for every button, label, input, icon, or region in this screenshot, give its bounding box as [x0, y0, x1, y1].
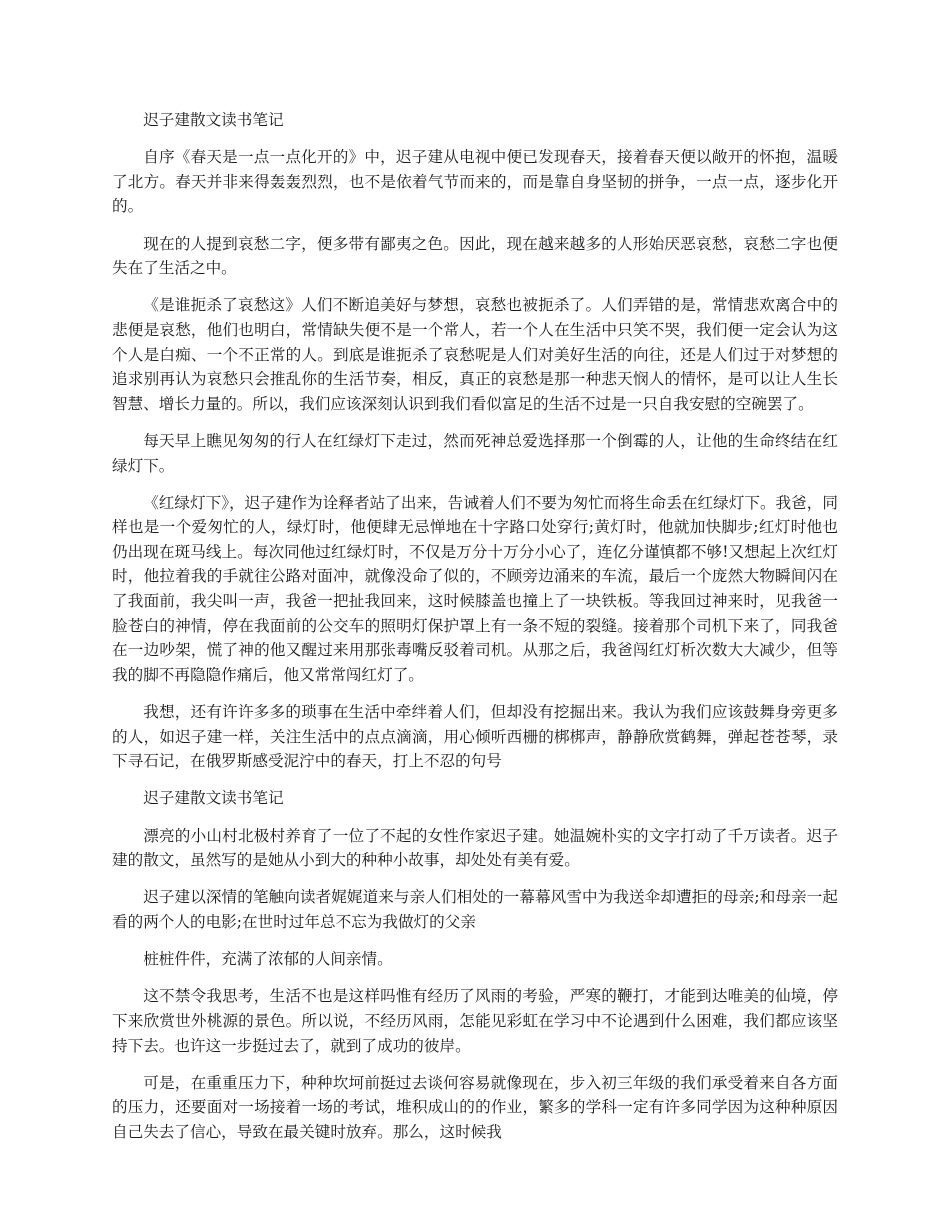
paragraph: 《是谁扼杀了哀愁这》人们不断追美好与梦想，哀愁也被扼杀了。人们弄错的是，常情悲欢离合中的悲便是哀愁，他们也明白，常情缺失便不是一个常人，若一个人在生活中只笑不哭，我们便一定会认为这个人是白痴、一个不正常的人。到底是谁扼杀了哀愁呢是人们对美好生活的向往，还是人们过于对梦想的追求别再认为哀愁只会推乱你的生活节奏，相反，真正的哀愁是那一种悲天悯人的情怀，是可以让人生长智慧、增长力量的。所以，我们应该深刻认识到我们看似富足的生活不过是一只自我安慰的空碗罢了。: [112, 296, 838, 413]
paragraph: 每天早上瞧见匆匆的行人在红绿灯下走过，然而死神总爱选择那一个倒霉的人，让他的生命终结在红绿灯下。: [112, 431, 838, 475]
paragraph: 自序《春天是一点一点化开的》中，迟子建从电视中便已发现春天，接着春天便以敞开的怀抱，温暖了北方。春天并非来得轰轰烈烈，也不是依着气节而来的，而是靠自身坚韧的拼争，一点一点，逐步化开的。: [112, 148, 838, 216]
paragraph: 我想，还有许许多多的琐事在生活中牵绊着人们，但却没有挖掘出来。我认为我们应该鼓舞身旁更多的人，如迟子建一样，关注生活中的点点滴滴，用心倾听西栅的梆梆声，静静欣赏鹤舞，弹起苍苍琴，录下寻石记，在俄罗斯感受泥泞中的春天，打上不忍的句号: [112, 703, 838, 771]
paragraph: 漂亮的小山村北极村养育了一位了不起的女性作家迟子建。她温婉朴实的文字打动了千万读者。迟子建的散文，虽然写的是她从小到大的种种小故事，却处处有美有爱。: [112, 826, 838, 870]
paragraph: 《红绿灯下》，迟子建作为诠释者站了出来，告诫着人们不要为匆忙而将生命丢在红绿灯下。我爸，同样也是一个爱匆忙的人，绿灯时，他便肆无忌惮地在十字路口处穿行;黄灯时，他就加快脚步;红灯时他也仍出现在斑马线上。每次同他过红绿灯时，不仅是万分十万分小心了，连亿分谨慎都不够!又想起上次红灯时，他拉着我的手就往公路对面冲，就像没命了似的，不顾旁边涌来的车流，最后一个庞然大物瞬间闪在了我面前，我尖叫一声，我爸一把扯我回来，这时候膝盖也撞上了一块铁板。等我回过神来时，见我爸一脸苍白的神情，停在我面前的公交车的照明灯保护罩上有一条不短的裂缝。接着那个司机下来了，同我爸在一边吵架，慌了神的他又醒过来用那张毒嘴反驳着司机。从那之后，我爸闯红灯析次数大大减少，但等我的脚不再隐隐作痛后，他又常常闯红灯了。: [112, 493, 838, 684]
section-title: 迟子建散文读书笔记: [143, 789, 284, 808]
section-title: 迟子建散文读书笔记: [143, 111, 284, 129]
paragraph: 桩桩件件，充满了浓郁的人间亲情。: [143, 950, 393, 969]
document-page: [112, 108, 838, 1157]
paragraph: 可是，在重重压力下，种种坎坷前挺过去谈何容易就像现在，步入初三年级的我们承受着来自各方面的压力，还要面对一场接着一场的考试，堆积成山的的作业，繁多的学科一定有许多同学因为这种种原因自己失去了信心，导致在最关键时放弃。那么，这时候我: [112, 1073, 838, 1141]
paragraph: 这不禁令我思考，生活不也是这样吗惟有经历了风雨的考验，严寒的鞭打，才能到达唯美的仙境，停下来欣赏世外桃源的景色。所以说，不经历风雨，怎能见彩虹在学习中不论遇到什么困难，我们都应该坚持下去。也许这一步挺过去了，就到了成功的彼岸。: [112, 987, 838, 1055]
paragraph: 迟子建以深情的笔触向读者娓娓道来与亲人们相处的一幕幕风雪中为我送伞却遭拒的母亲;和母亲一起看的两个人的电影;在世时过年总不忘为我做灯的父亲: [112, 888, 838, 931]
paragraph: 现在的人提到哀愁二字，便多带有鄙夷之色。因此，现在越来越多的人形始厌恶哀愁，哀愁二字也便失在了生活之中。: [112, 234, 838, 278]
